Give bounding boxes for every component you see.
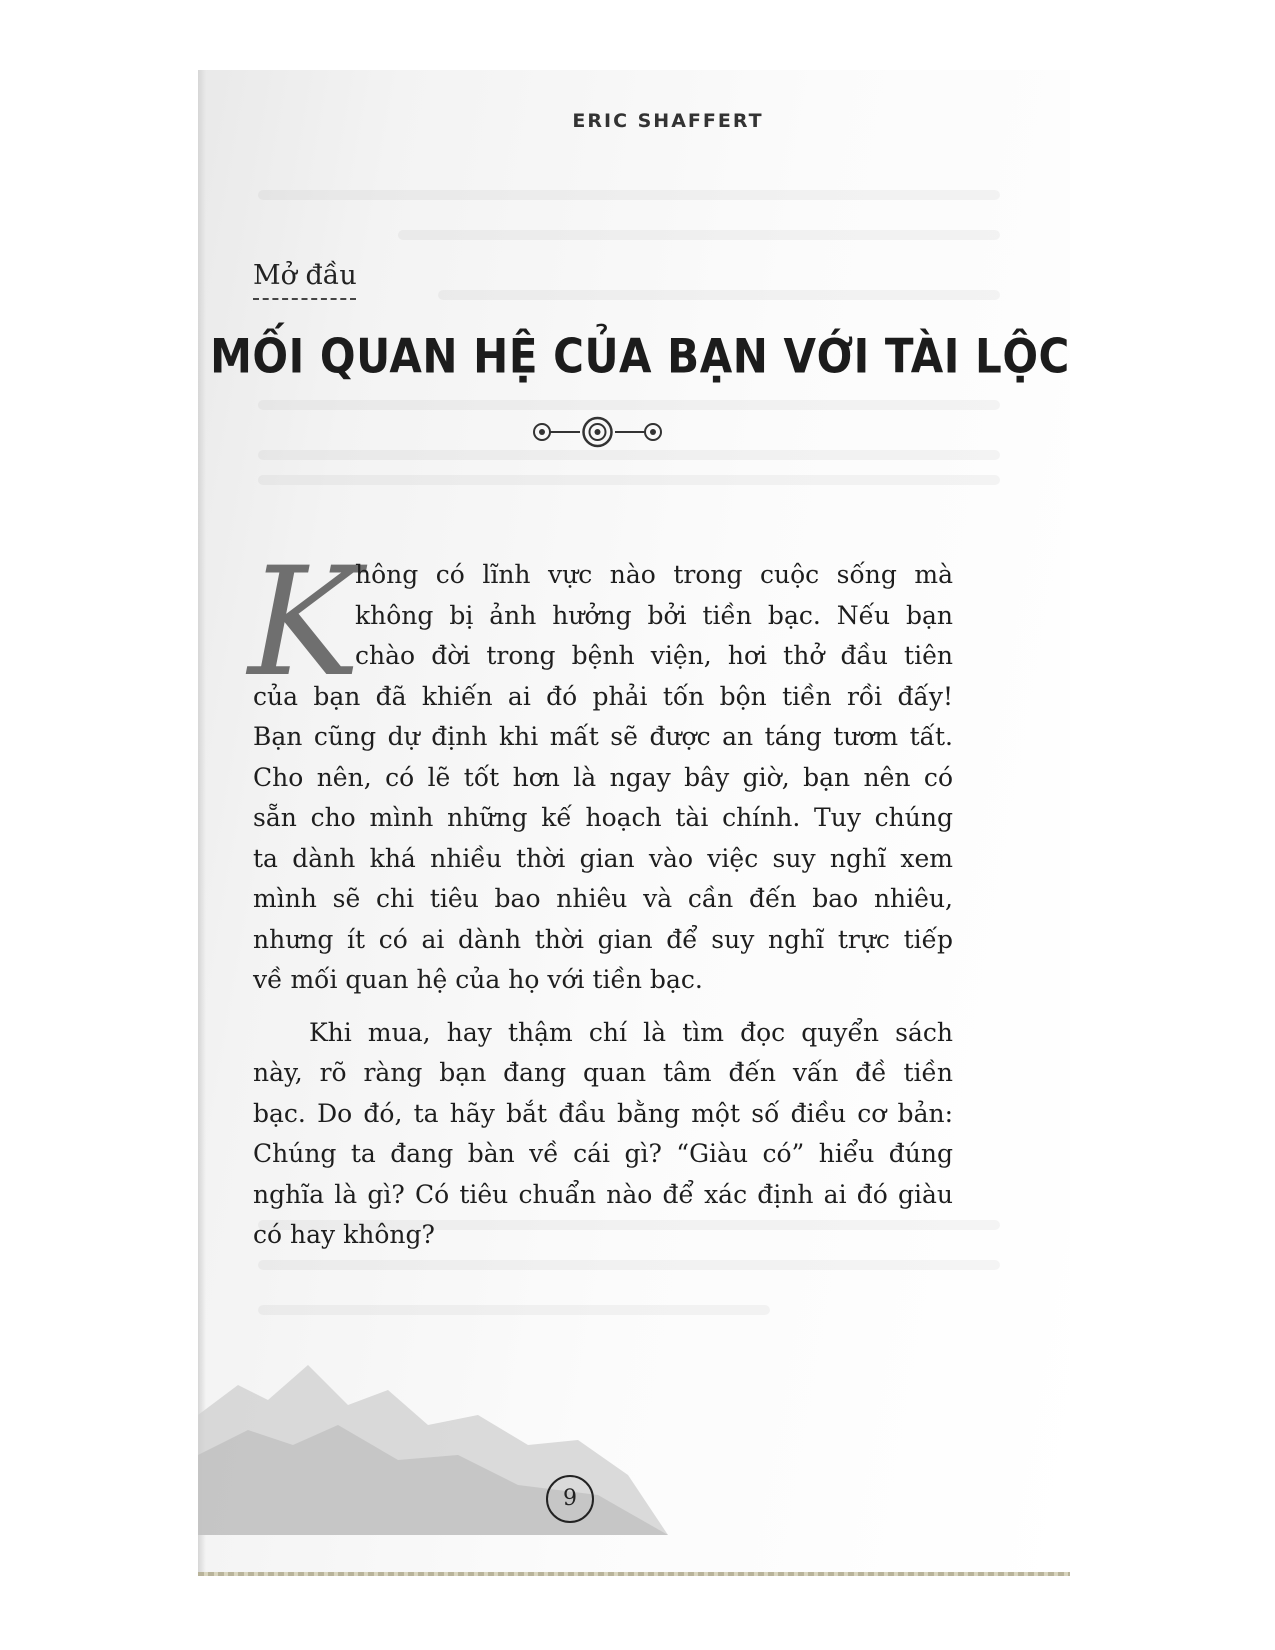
paragraph-2 [253,1013,953,1256]
section-label-underline [253,298,356,300]
running-header-author: ERIC SHAFFERT [572,110,764,132]
text-line: Bạn cũng dự định khi mất sẽ được an táng tươm tất. [253,722,953,751]
show-through-line [258,400,1000,410]
page-number: 9 [546,1475,594,1523]
page-bottom-edge [198,1572,1070,1576]
paragraph-1 [253,555,953,1001]
drop-cap-letter: K [248,536,361,710]
body-text [253,555,953,1256]
text-line: có hay không? [253,1220,435,1249]
section-label: Mở đầu [253,260,357,291]
show-through-line [258,475,1000,485]
text-line: ta dành khá nhiều thời gian vào việc suy nghĩ xem [253,843,953,873]
text-line: này, rõ ràng bạn đang quan tâm đến vấn đề tiền [253,1058,953,1087]
text-line: chào đời trong bệnh viện, hơi thở đầu tiên [355,641,953,670]
text-line: nhưng ít có ai dành thời gian để suy nghĩ trực tiếp [253,924,953,954]
show-through-line [258,1260,1000,1270]
show-through-line [258,190,1000,200]
ornament-divider-icon [530,415,665,449]
text-line: mình sẽ chi tiêu bao nhiêu và cần đến bao nhiêu, [253,884,953,913]
show-through-line [258,450,1000,460]
chapter-title: MỐI QUAN HỆ CỦA BẠN VỚI TÀI LỘC [210,329,1070,384]
text-line: của bạn đã khiến ai đó phải tốn bộn tiền rồi đấy! [253,681,953,711]
show-through-line [438,290,1000,300]
text-line: bạc. Do đó, ta hãy bắt đầu bằng một số điều cơ bản: [253,1098,953,1128]
text-line: Khi mua, hay thậm chí là tìm đọc quyển sách [309,1017,953,1047]
text-line: Cho nên, có lẽ tốt hơn là ngay bây giờ, bạn nên có [253,762,953,792]
text-line: sẵn cho mình những kế hoạch tài chính. Tuy chúng [253,803,953,832]
text-line: về mối quan hệ của họ với tiền bạc. [253,965,703,994]
text-line: nghĩa là gì? Có tiêu chuẩn nào để xác định ai đó giàu [253,1179,953,1209]
show-through-line [258,1305,770,1315]
book-page [198,70,1070,1575]
show-through-line [398,230,1000,240]
mountain-decoration [198,1345,668,1535]
text-line: hông có lĩnh vực nào trong cuộc sống mà [355,560,953,589]
text-line: Chúng ta đang bàn về cái gì? “Giàu có” hiểu đúng [253,1139,953,1168]
text-line: không bị ảnh hưởng bởi tiền bạc. Nếu bạn [355,600,953,630]
